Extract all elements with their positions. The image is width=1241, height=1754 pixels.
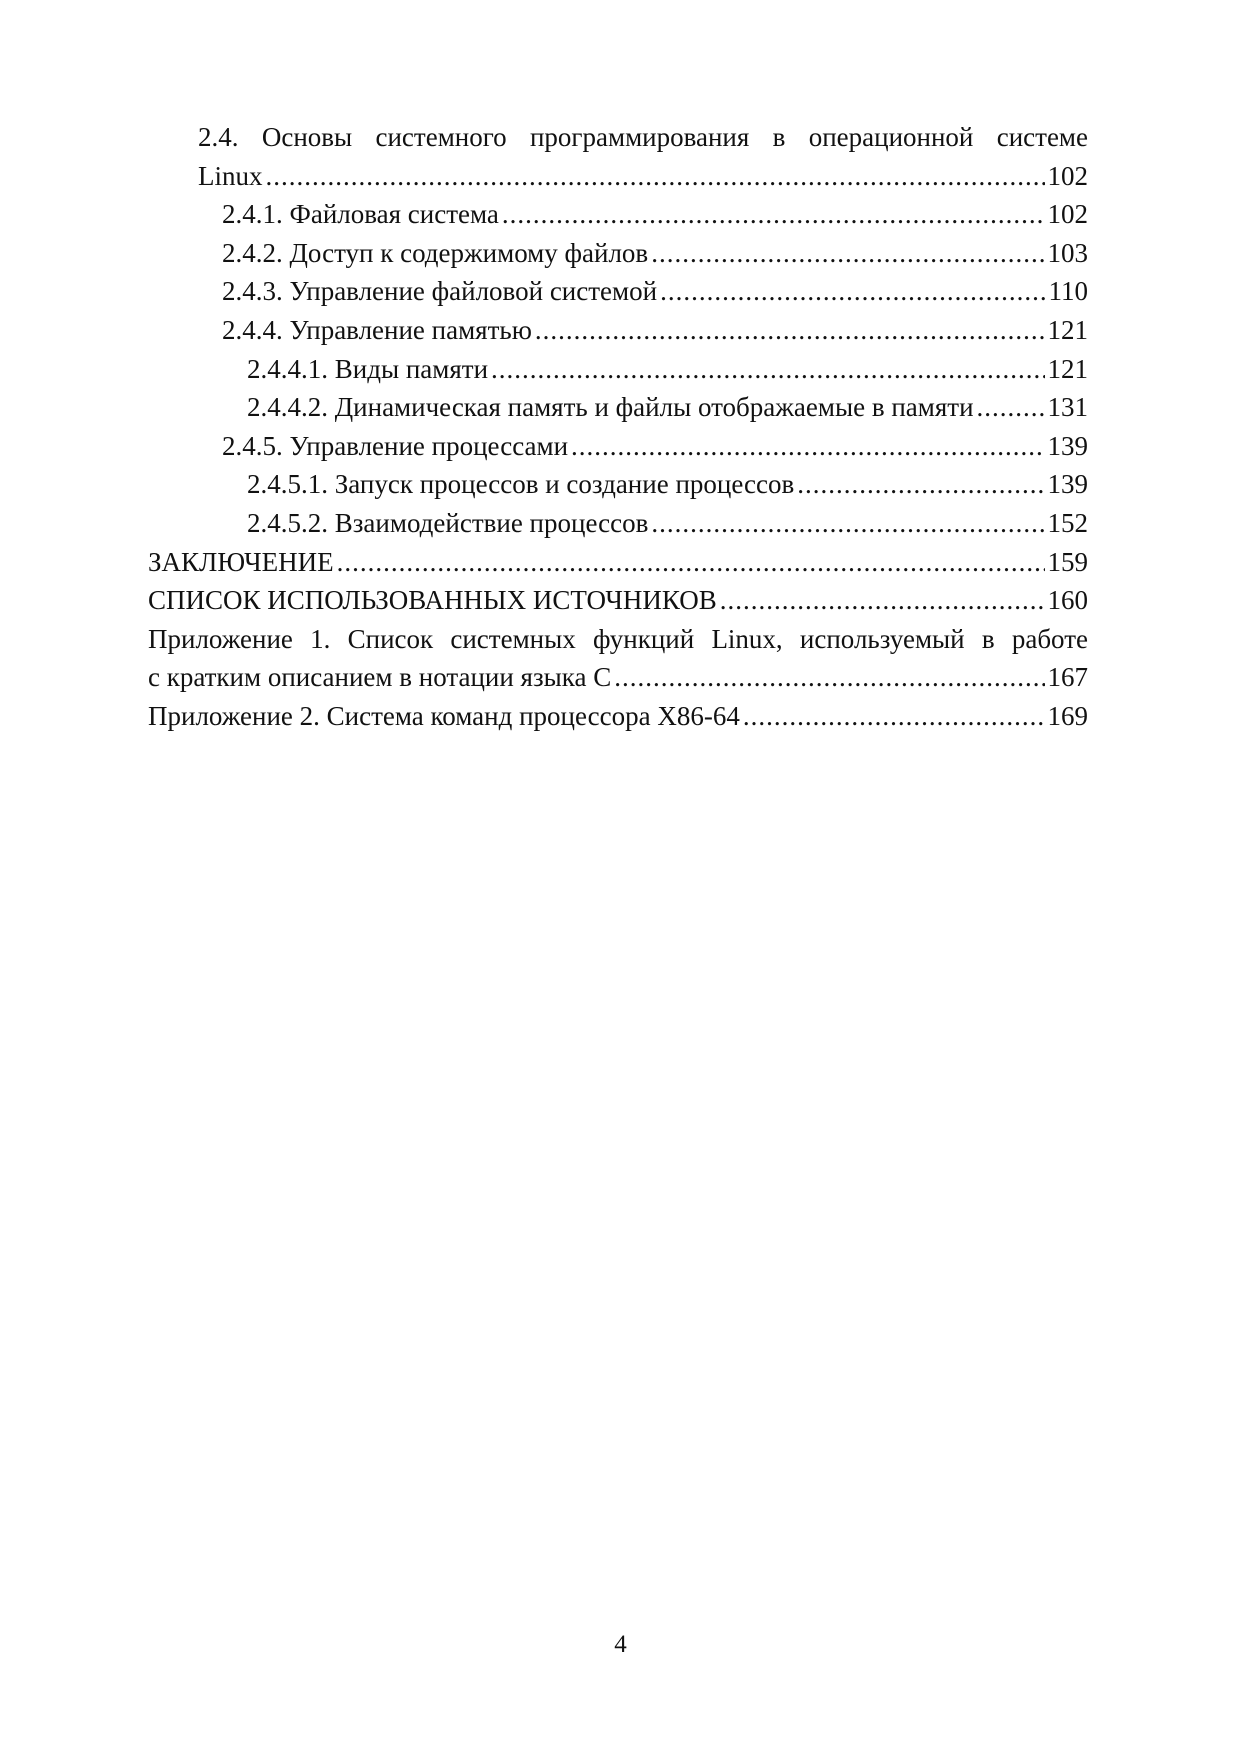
toc-entry-2-4-4-2[interactable] <box>148 388 1088 427</box>
toc-entry-2-4-3[interactable] <box>148 272 1088 311</box>
dot-leader <box>720 581 1045 620</box>
toc-entry-title: 2.4.5.1. Запуск процессов и создание процессов <box>247 469 795 500</box>
toc-entry-page: 121 <box>1047 353 1088 384</box>
page-number: 4 <box>614 1631 627 1658</box>
toc-entry-2-4[interactable] <box>148 157 1088 196</box>
toc-entry-page: 167 <box>1047 662 1088 693</box>
toc-entry-title: 2.4.4.2. Динамическая память и файлы отображаемые в памяти <box>247 392 974 423</box>
toc-entry-2-4-4[interactable] <box>148 311 1088 350</box>
dot-leader <box>502 195 1045 234</box>
toc-entry-page: 159 <box>1047 546 1088 577</box>
dot-leader <box>571 427 1044 466</box>
toc-entry-title: 2.4.5. Управление процессами <box>222 430 569 461</box>
toc-entry-title: СПИСОК ИСПОЛЬЗОВАННЫХ ИСТОЧНИКОВ <box>148 585 717 616</box>
toc-entry-page: 160 <box>1047 585 1088 616</box>
toc-entry-page: 169 <box>1047 700 1088 731</box>
dot-leader <box>797 465 1044 504</box>
toc-entry-2-4-5-1[interactable] <box>148 465 1088 504</box>
toc-entry-page: 139 <box>1047 469 1088 500</box>
toc-entry-2-4-4-1[interactable] <box>148 350 1088 389</box>
toc-entry-title: 2.4.4. Управление памятью <box>222 314 532 345</box>
toc-entry-appendix-1[interactable] <box>148 658 1088 697</box>
toc-entry-2-4-5-2[interactable] <box>148 504 1088 543</box>
dot-leader <box>491 350 1044 389</box>
toc-entry-page: 102 <box>1047 199 1088 230</box>
toc-entry-page: 110 <box>1048 276 1088 307</box>
dot-leader <box>337 543 1045 582</box>
toc-entry-page: 103 <box>1047 237 1088 268</box>
toc-entry-2-4-1[interactable] <box>148 195 1088 234</box>
dot-leader <box>266 157 1045 196</box>
dot-leader <box>535 311 1045 350</box>
dot-leader <box>660 272 1045 311</box>
toc-entry-title: Приложение 2. Система команд процессора X86-64 <box>148 700 740 731</box>
toc-entry-title: 2.4.5.2. Взаимодействие процессов <box>247 507 649 538</box>
toc-entry-page: 152 <box>1047 507 1088 538</box>
toc-entry-conclusion[interactable] <box>148 543 1088 582</box>
toc-entry-2-4-5[interactable] <box>148 427 1088 466</box>
dot-leader <box>651 504 1044 543</box>
toc-entry-title: 2.4.4.1. Виды памяти <box>247 353 489 384</box>
dot-leader <box>977 388 1045 427</box>
toc-entry-page: 131 <box>1047 392 1088 423</box>
toc-entry-title: 2.4.1. Файловая система <box>222 199 499 230</box>
toc-entry-title: ЗАКЛЮЧЕНИЕ <box>148 546 334 577</box>
toc-entry-title: Linux <box>198 160 263 191</box>
toc-entry-page: 121 <box>1047 314 1088 345</box>
table-of-contents <box>148 118 1088 736</box>
toc-entry-2-4-2[interactable] <box>148 234 1088 273</box>
toc-entry-title: с кратким описанием в нотации языка C <box>148 662 612 693</box>
toc-entry-references[interactable] <box>148 581 1088 620</box>
toc-entry-page: 139 <box>1047 430 1088 461</box>
dot-leader <box>651 234 1044 273</box>
toc-entry-title: 2.4.2. Доступ к содержимому файлов <box>222 237 649 268</box>
toc-entry-appendix-1-line1: Приложение 1. Список системных функций Linux, используемый в работе <box>148 623 1088 654</box>
toc-entry-appendix-2[interactable] <box>148 697 1088 736</box>
toc-entry-2-4-line1: 2.4. Основы системного программирования в операционной системе <box>198 122 1088 152</box>
dot-leader <box>743 697 1045 736</box>
toc-entry-title: 2.4.3. Управление файловой системой <box>222 276 658 307</box>
dot-leader <box>614 658 1044 697</box>
toc-entry-page: 102 <box>1047 160 1088 191</box>
